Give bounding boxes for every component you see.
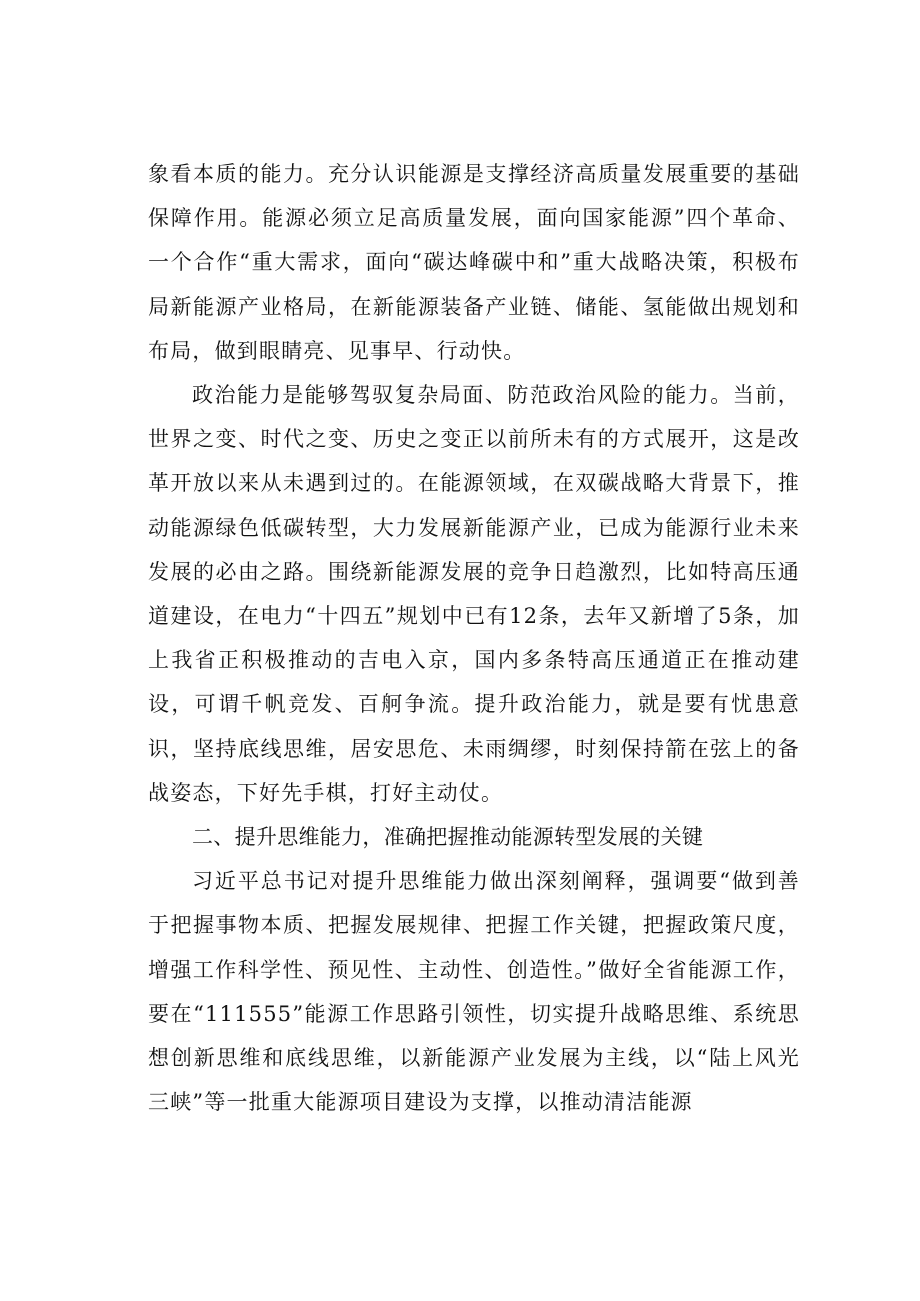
paragraph-political-ability: 政治能力是能够驾驭复杂局面、防范政治风险的能力。当前，世界之变、时代之变、历史之变正以前所未有的方式展开，这是改革开放以来从未遇到过的。在能源领域，在双碳战略大背景下，推动能源绿色低碳转型，大力发展新能源产业，已成为能源行业未来发展的必由之路。围绕新能源发展的竞争日趋激烈，比如特高压通道建设，在电力“十四五”规划中已有12条，去年又新增了5条，加上我省正积极推动的吉电入京，国内多条特高压通道正在推动建设，可谓千帆竞发、百舸争流。提升政治能力，就是要有忧患意识，坚持底线思维，居安思危、未雨绸缪，时刻保持箭在弦上的备战姿态，下好先手棋，打好主动仗。 xyxy=(148,383,800,805)
document-page xyxy=(148,152,800,1124)
section-heading-2: 二、提升思维能力，准确把握推动能源转型发展的关键 xyxy=(192,825,704,850)
paragraph-continued: 象看本质的能力。充分认识能源是支撑经济高质量发展重要的基础保障作用。能源必须立足高质量发展，面向国家能源”四个革命、一个合作“重大需求，面向“碳达峰碳中和”重大战略决策，积极布局新能源产业格局，在新能源装备产业链、储能、氢能做出规划和布局，做到眼睛亮、见事早、行动快。 xyxy=(148,162,800,363)
paragraph-thinking-ability: 习近平总书记对提升思维能力做出深刻阐释，强调要“做到善于把握事物本质、把握发展规律、把握工作关键，把握政策尺度，增强工作科学性、预见性、主动性、创造性。”做好全省能源工作，要在“111555”能源工作思路引领性，切实提升战略思维、系统思想创新思维和底线思维，以新能源产业发展为主线，以“陆上风光三峡”等一批重大能源项目建设为支撑，以推动清洁能源 xyxy=(148,869,800,1115)
